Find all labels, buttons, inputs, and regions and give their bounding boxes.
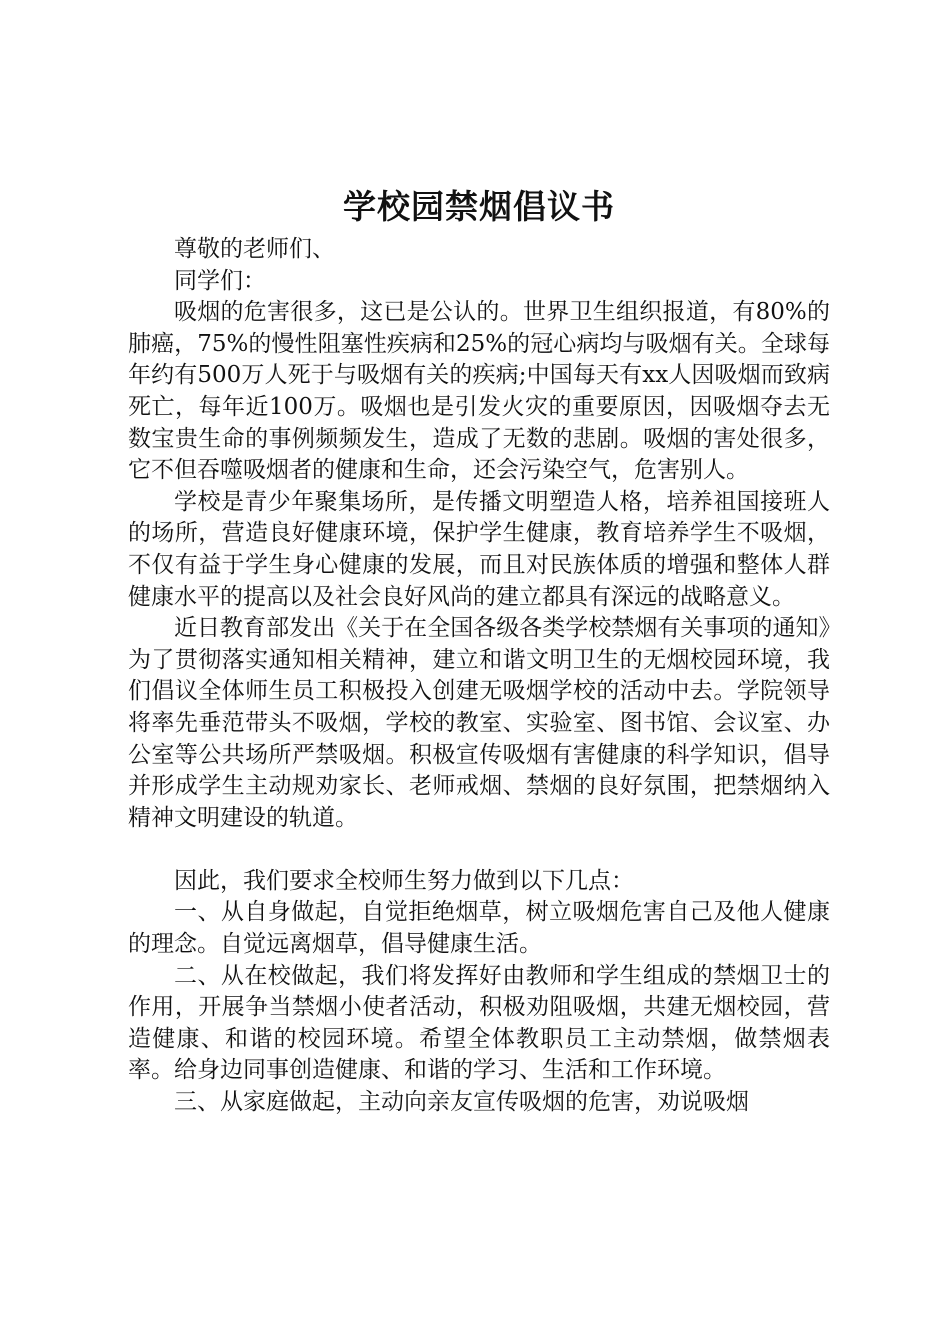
paragraph-school-role: 学校是青少年聚集场所，是传播文明塑造人格，培养祖国接班人的场所，营造良好健康环境，保护学生健康，教育培养学生不吸烟，不仅有益于学生身心健康的发展，而且对民族体质的增强和整体人群健康水平的提高以及社会良好风尚的建立都具有深远的战略意义。: [128, 488, 830, 610]
document-title: 学校园禁烟倡议书: [343, 187, 615, 226]
point-item: 一、从自身做起，自觉拒绝烟草，树立吸烟危害自己及他人健康的理念。自觉远离烟草，倡导健康生活。: [128, 899, 830, 958]
point-item: 三、从家庭做起，主动向亲友宣传吸烟的危害，劝说吸烟: [174, 1089, 749, 1116]
salutation-line-2: 同学们：: [174, 267, 266, 294]
paragraph-gap: [128, 834, 830, 866]
document-page: [128, 182, 830, 1119]
paragraph-smoking-harm: 吸烟的危害很多，这已是公认的。世界卫生组织报道，有80%的肺癌，75%的慢性阻塞性疾病和25%的冠心病均与吸烟有关。全球每年约有500万人死于与吸烟有关的疾病;中国每天有xx人因吸烟而致病死亡，每年近100万。吸烟也是引发火灾的重要原因，因吸烟夺去无数宝贵生命的事例频频发生，造成了无数的悲剧。吸烟的害处很多，它不但吞噬吸烟者的健康和生命，还会污染空气，危害别人。: [128, 299, 830, 484]
point-item: 二、从在校做起，我们将发挥好由教师和学生组成的禁烟卫士的作用，开展争当禁烟小使者活动，积极劝阻吸烟，共建无烟校园，营造健康、和谐的校园环境。希望全体教职员工主动禁烟，做禁烟表率。给身边同事创造健康、和谐的学习、生活和工作环境。: [128, 962, 830, 1084]
paragraph-ministry-notice: 近日教育部发出《关于在全国各级各类学校禁烟有关事项的通知》为了贯彻落实通知相关精神，建立和谐文明卫生的无烟校园环境，我们倡议全体师生员工积极投入创建无吸烟学校的活动中去。学院领导将率先垂范带头不吸烟，学校的教室、实验室、图书馆、会议室、办公室等公共场所严禁吸烟。积极宣传吸烟有害健康的科学知识，倡导并形成学生主动规劝家长、老师戒烟、禁烟的良好氛围，把禁烟纳入精神文明建设的轨道。: [128, 615, 830, 831]
salutation-line-1: 尊敬的老师们、: [174, 236, 335, 262]
points-intro: 因此，我们要求全校师生努力做到以下几点：: [174, 867, 634, 894]
